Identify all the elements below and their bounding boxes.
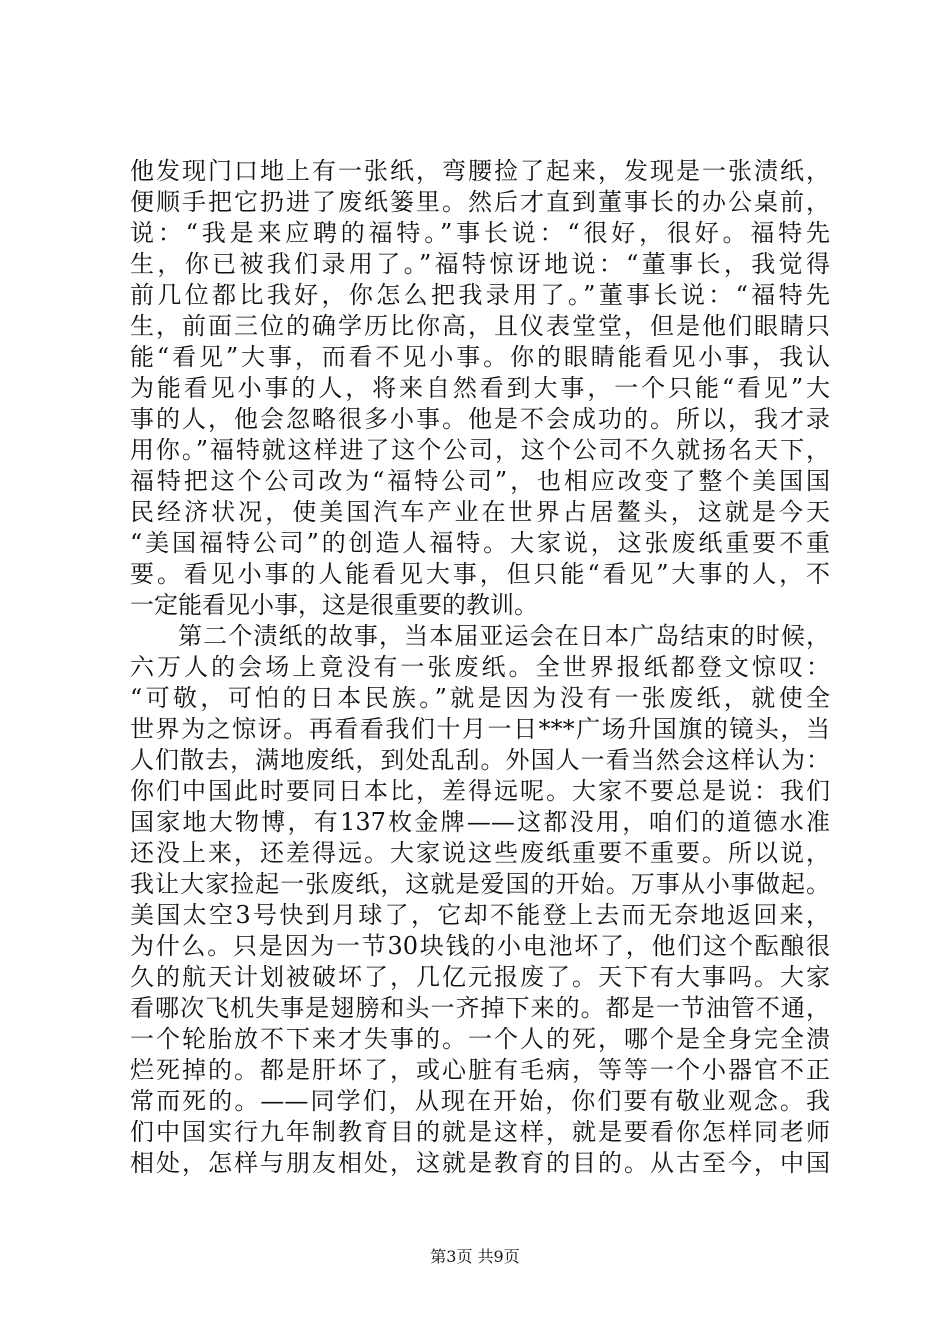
text-line: 你们中国此时要同日本比，差得远呢。大家不要总是说：我们: [130, 777, 830, 805]
text-line: 生，前面三位的确学历比你高，且仪表堂堂，但是他们眼睛只: [130, 312, 830, 340]
text-line: 为什么。只是因为一节30块钱的小电池坏了，他们这个酝酿很: [130, 932, 830, 960]
page-footer: [0, 1244, 950, 1267]
text-line: 还没上来，还差得远。大家说这些废纸重要不重要。所以说，: [130, 839, 830, 867]
text-line: “美国福特公司”的创造人福特。大家说，这张废纸重要不重: [130, 529, 830, 557]
text-line: 烂死掉的。都是肝坏了，或心脏有毛病，等等一个小器官不正: [130, 1056, 830, 1084]
text-line: 民经济状况，使美国汽车产业在世界占居鳌头，这就是今天: [130, 498, 830, 526]
text-line: 们中国实行九年制教育目的就是这样，就是要看你怎样同老师: [130, 1118, 830, 1146]
text-line: 福特把这个公司改为“福特公司”，也相应改变了整个美国国: [130, 467, 830, 495]
body-text: [130, 156, 830, 1179]
paragraph-2: [130, 621, 830, 1179]
text-line: 为能看见小事的人，将来自然看到大事，一个只能“看见”大: [130, 374, 830, 402]
paragraph-1: [130, 156, 830, 621]
text-line: 世界为之惊讶。再看看我们十月一日***广场升国旗的镜头，当: [130, 715, 830, 743]
text-line: 要。看见小事的人能看见大事，但只能“看见”大事的人，不: [130, 560, 830, 588]
text-line: 常而死的。——同学们，从现在开始，你们要有敬业观念。我: [130, 1087, 830, 1115]
text-line: 事的人，他会忽略很多小事。他是不会成功的。所以，我才录: [130, 405, 830, 433]
text-line: 美国太空3号快到月球了，它却不能登上去而无奈地返回来，: [130, 901, 830, 929]
text-line: 六万人的会场上竟没有一张废纸。全世界报纸都登文惊叹：: [130, 653, 830, 681]
text-line: 生，你已被我们录用了。”福特惊讶地说：“董事长，我觉得: [130, 250, 830, 278]
text-line: 国家地大物博，有137枚金牌——这都没用，咱们的道德水准: [130, 808, 830, 836]
text-line: 用你。”福特就这样进了这个公司，这个公司不久就扬名天下，: [130, 436, 830, 464]
text-line: 看哪次飞机失事是翅膀和头一齐掉下来的。都是一节油管不通，: [130, 994, 830, 1022]
text-line: 前几位都比我好，你怎么把我录用了。”董事长说：“福特先: [130, 281, 830, 309]
text-line: 说：“我是来应聘的福特。”事长说：“很好，很好。福特先: [130, 219, 830, 247]
text-line: 便顺手把它扔进了废纸篓里。然后才直到董事长的办公桌前，: [130, 188, 830, 216]
text-line: 一定能看见小事，这是很重要的教训。: [130, 591, 538, 619]
page-number-label: 第3页 共9页: [430, 1247, 520, 1266]
text-line: “可敬，可怕的日本民族。”就是因为没有一张废纸，就使全: [130, 684, 830, 712]
text-line: 相处，怎样与朋友相处，这就是教育的目的。从古至今，中国: [130, 1149, 830, 1177]
text-line: 能“看见”大事，而看不见小事。你的眼睛能看见小事，我认: [130, 343, 830, 371]
text-line: 久的航天计划被破坏了，几亿元报废了。天下有大事吗。大家: [130, 963, 830, 991]
text-line: 第二个渍纸的故事，当本届亚运会在日本广岛结束的时候，: [178, 622, 830, 650]
text-line: 他发现门口地上有一张纸，弯腰捡了起来，发现是一张渍纸，: [130, 157, 830, 185]
text-line: 我让大家捡起一张废纸，这就是爱国的开始。万事从小事做起。: [130, 870, 830, 898]
text-line: 一个轮胎放不下来才失事的。一个人的死，哪个是全身完全溃: [130, 1025, 830, 1053]
text-line: 人们散去，满地废纸，到处乱刮。外国人一看当然会这样认为：: [130, 746, 830, 774]
